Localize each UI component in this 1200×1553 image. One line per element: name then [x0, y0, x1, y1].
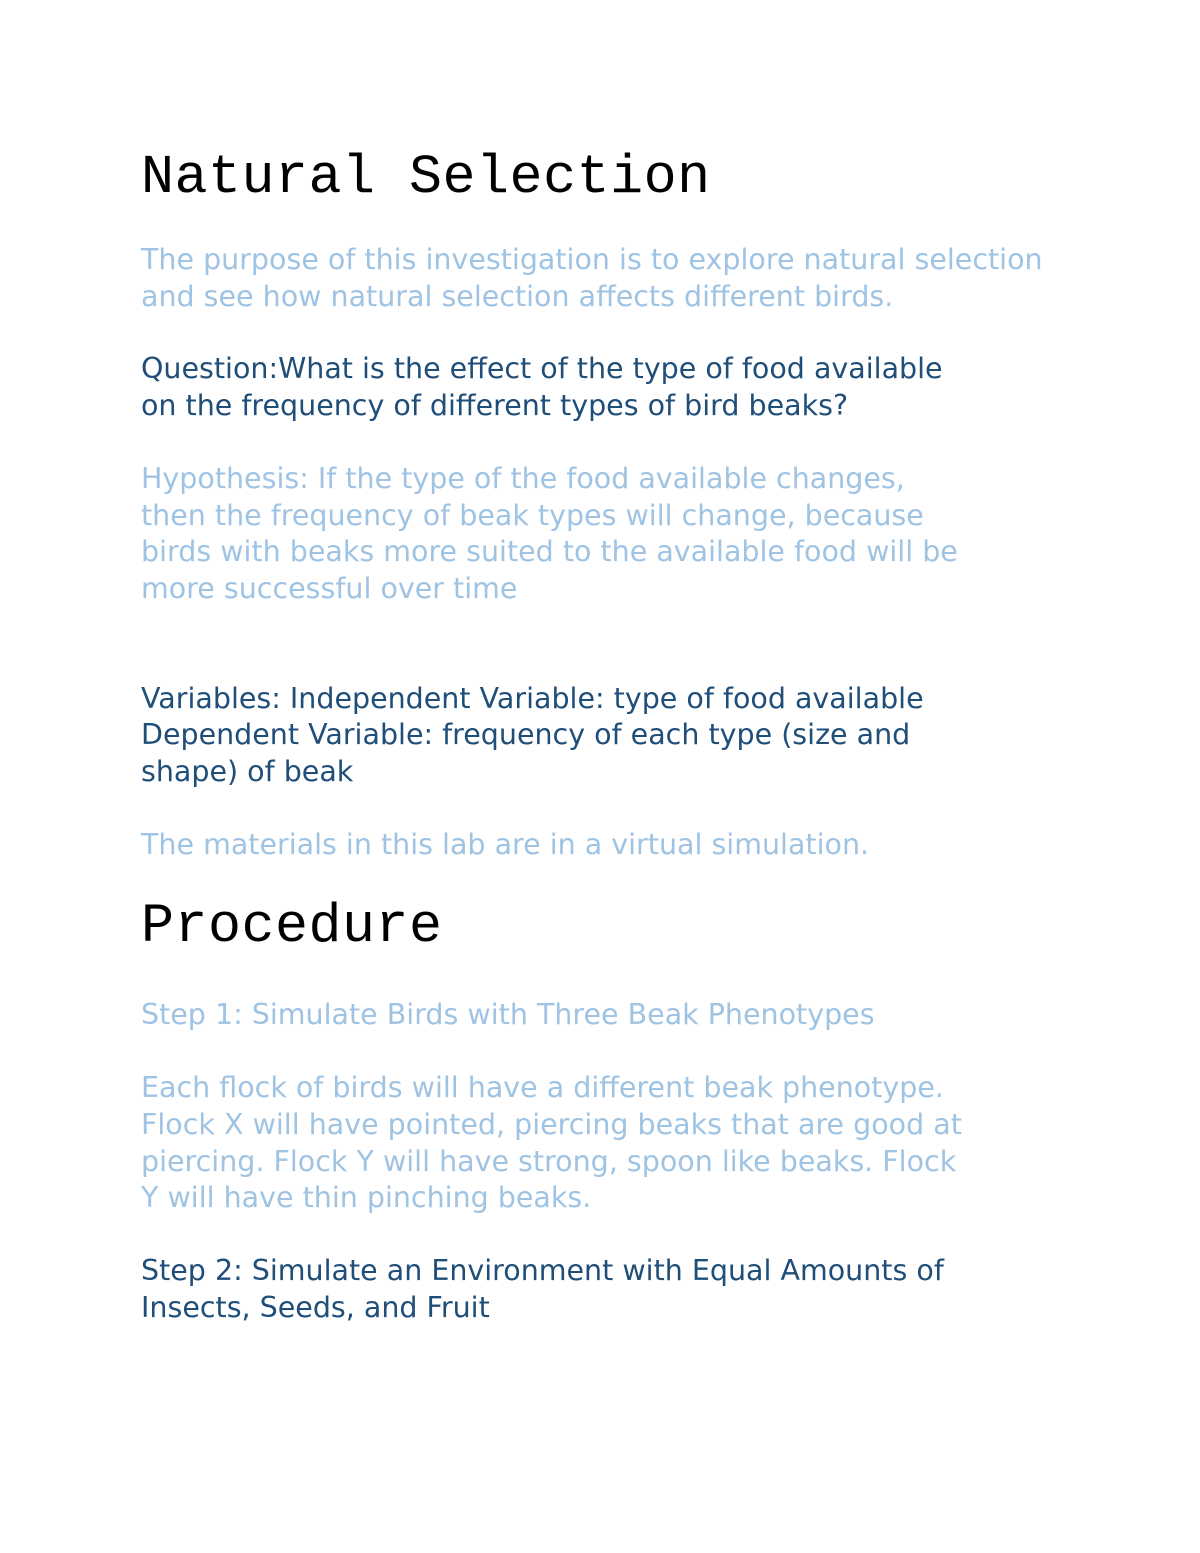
question-line: Question:What is the effect of the type of food available [141, 352, 943, 386]
question-paragraph [141, 351, 1071, 424]
step-2-line: Insects, Seeds, and Fruit [141, 1290, 490, 1324]
purpose-text: The purpose of this investigation is to explore natural selection and see how natural selection affects different birds. [141, 243, 1043, 313]
step-2-heading [141, 1253, 1071, 1326]
question-line: on the frequency of different types of bird beaks? [141, 389, 849, 423]
hypothesis-line: more successful over time [141, 571, 518, 605]
variables-line: shape) of beak [141, 755, 354, 789]
variables-line: Dependent Variable: frequency of each type (size and [141, 718, 911, 752]
purpose-paragraph [141, 242, 1071, 315]
variables-paragraph [141, 681, 1071, 791]
hypothesis-line: Hypothesis: If the type of the food available changes, [141, 461, 905, 495]
page-title: Natural Selection [141, 146, 711, 209]
document-content [141, 140, 1071, 1326]
procedure-heading: Procedure [141, 895, 443, 959]
hypothesis-paragraph [141, 461, 1071, 608]
hypothesis-line: then the frequency of beak types will change, because [141, 498, 924, 532]
step-1-heading: Step 1: Simulate Birds with Three Beak Phenotypes [141, 998, 875, 1032]
variables-line: Variables: Independent Variable: type of food available [141, 681, 924, 715]
step-2-line: Step 2: Simulate an Environment with Equal Amounts of [141, 1253, 944, 1287]
hypothesis-line: birds with beaks more suited to the available food will be [141, 535, 958, 569]
flocks-line: piercing. Flock Y will have strong, spoon like beaks. Flock [141, 1144, 957, 1178]
flocks-line: Flock X will have pointed, piercing beaks that are good at [141, 1107, 962, 1141]
flocks-line: Y will have thin pinching beaks. [141, 1181, 592, 1215]
materials-paragraph: The materials in this lab are in a virtual simulation. [141, 827, 870, 861]
flocks-line: Each flock of birds will have a different beak phenotype. [141, 1071, 944, 1105]
flocks-paragraph [141, 1070, 1071, 1217]
